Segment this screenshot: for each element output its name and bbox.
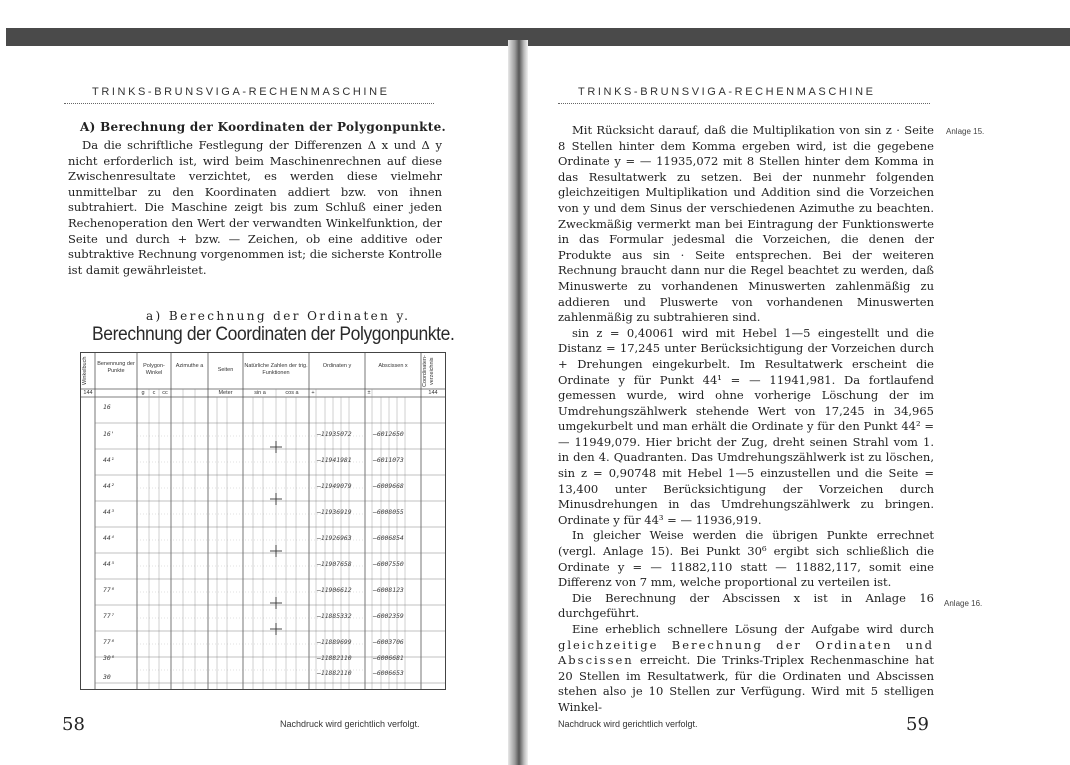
subsection-title: a) Berechnung der Ordinaten y. (146, 309, 411, 323)
row-ordinate: —11885332 (317, 612, 352, 620)
subhdr-pm: ± (367, 390, 371, 396)
col-ordinaten: Ordinaten y (322, 363, 352, 369)
right-paragraph-3: In gleicher Weise werden die übrigen Punkte errechnet (vergl. Anlage 15). Bei Punkt 30⁶ ergibt sich schließlich die Ordinate y = — 11882,110 statt — 11882,117, somit eine Differenz von 7 mm, welche proportional zu verteilen ist. (558, 528, 934, 590)
subhdr-g: g (141, 390, 145, 396)
left-page-number: 58 (62, 714, 85, 735)
row-ordinate: —11935072 (317, 430, 352, 438)
row-ordinate: —11882110 (317, 669, 352, 677)
row-point: 30 (103, 673, 111, 681)
row-abscissa: —6012650 (373, 430, 404, 438)
left-running-header: TRINKS-BRUNSVIGA-RECHENMASCHINE (92, 86, 390, 98)
spaced-emphasis: gleichzeitige Berechnung der Ordinaten und Abscissen (558, 637, 934, 668)
right-paragraph-5: Eine erheblich schnellere Lösung der Aufgabe wird durch gleichzeitige Berechnung der Ordinaten und Abscissen erreicht. Die Trinks-Triplex Rechenmaschine hat 20 Stellen im Resultatwerk, für die Ordinaten und Abscissen stehen also je 10 Stellen zur Verfügung. Wird mit 5 stelligen Winkel- (558, 622, 934, 714)
coordinate-form (80, 352, 446, 690)
right-paragraph-2: sin z = 0,40061 wird mit Hebel 1—5 eingestellt und die Distanz = 17,245 unter Berücksichtigung der Vorzeichen durch + Drehungen eingekurbelt. Im Resultatwerk erscheint die Ordinate y für Punkt 44¹ = — 11941,981. Da fortlaufend gemessen wurde, wird ohne vorherige Löschung der im Umdrehungszählwerk stehende Wert von 17,245 in 34,965 umgekurbelt und man erhält die Ordinate y für den Punkt 44² = — 11949,079. Hier bricht der Zug, dreht seinen Strahl vom 1. in den 4. Quadranten. Das Umdrehungszählwerk ist zu löschen, sin z = 0,90748 mit Hebel 1—5 einzustellen und die Seite = 13,400 unter Berücksichtigung der Vorzeichen durch Minusdrehungen in das Umdrehungszählwerk zu bringen. Ordinate y für 44³ = — 11936,919. (558, 325, 934, 527)
col-azimuthe: Azimuthe a (175, 363, 204, 369)
subhdr-right-num: 144 (428, 390, 438, 396)
subhdr-cos: cos a (285, 390, 299, 396)
left-header-rule (64, 103, 434, 104)
row-abscissa: —6008123 (373, 586, 404, 594)
row-point: 77⁸ (103, 638, 115, 646)
row-abscissa: —6002359 (373, 612, 404, 620)
margin-note-anlage-16: Anlage 16. (944, 599, 983, 608)
subhdr-cc: cc (162, 390, 168, 396)
book-spine (508, 40, 528, 765)
right-header-rule (558, 103, 930, 104)
right-paragraph-4: Die Berechnung der Abscissen x ist in Anlage 16 durchgeführt. (558, 590, 934, 621)
row-abscissa: —6006681 (373, 654, 404, 662)
row-ordinate: —11907658 (317, 560, 352, 568)
row-abscissa: —6006854 (373, 534, 404, 542)
scan-top-edge (0, 28, 1070, 46)
right-running-header: TRINKS-BRUNSVIGA-RECHENMASCHINE (578, 86, 876, 98)
row-abscissa: —6003706 (373, 638, 404, 646)
subhdr-meter: Meter (218, 390, 233, 396)
row-abscissa: —6009668 (373, 482, 404, 490)
row-point: 44⁵ (103, 560, 115, 568)
col-benennung: Benennung der Punkte (97, 361, 135, 374)
row-abscissa: —6006653 (373, 669, 404, 677)
col-seiten: Seiten (217, 367, 234, 373)
row-ordinate: —11941981 (317, 456, 352, 464)
row-ordinate: —11889699 (317, 638, 352, 646)
col-coordinaten: Coordinaten-verzeichnis (422, 355, 435, 387)
row-abscissa: —6008055 (373, 508, 404, 516)
left-paragraph: Da die schriftliche Festlegung der Differenzen Δ x und Δ y nicht erforderlich ist, wird beim Maschinenrechnen auf diese Zwischenresultate verzichtet, es werden diese vielmehr unmittelbar zu den Koordinaten addiert bzw. von ihnen subtrahiert. Die Maschine zeigt bis zum Schluß einer jeden Rechenoperation den Wert der verwandten Winkelfunktion, der Seite und durch + bzw. — Zeichen, ob eine additive oder subtraktive Rechnung vorgenommen ist; die sicherste Kontrolle ist damit gewährleistet. (68, 138, 442, 277)
row-point: 44¹ (103, 456, 115, 464)
col-abscissen: Abscissen x (378, 363, 408, 369)
row-ordinate: —11926963 (317, 534, 352, 542)
subhdr-plus: + (311, 390, 315, 396)
subhdr-sin: sin a (254, 390, 266, 396)
right-paragraph-1: Mit Rücksicht darauf, daß die Multiplikation von sin z · Seite 8 Stellen hinter dem Komma ergeben wird, ist die gegebene Ordinate y = — 11935,072 mit 8 Stellen hinter dem Komma in das Resultatwerk zu setzen. Bei der nunmehr folgenden gleichzeitigen Multiplikation und Addition sind die Vorzeichen von y und dem Sinus der verschiedenen Azimuthe zu beachten. Zweckmäßig vermerkt man bei Eintragung der Funktionswerte in das Formular jedesmal die Vorzeichen, die denen der Produkte aus sin · Seite entsprechen. Bei der weiteren Rechnung braucht dann nur die Regel beachtet zu werden, daß Minuswerte zu vorhandenen Minuswerten zahlenmäßig zu addieren und Pluswerte von vorhandenen Minuswerten zahlenmäßig zu subtrahieren sind. (558, 123, 934, 325)
row-point: 77⁷ (103, 612, 115, 620)
row-ordinate: —11882110 (317, 654, 352, 662)
right-footer: Nachdruck wird gerichtlich verfolgt. (558, 719, 698, 729)
row-point: 44³ (103, 508, 115, 516)
row-ordinate: —11906612 (317, 586, 352, 594)
section-title: A) Berechnung der Koordinaten der Polygonpunkte. (80, 120, 447, 134)
row-ordinate: —11936919 (317, 508, 352, 516)
row-point: 44⁴ (103, 534, 115, 542)
row-ordinate: —11949079 (317, 482, 352, 490)
row-point: 30⁶ (103, 654, 115, 662)
margin-note-anlage-15: Anlage 15. (946, 127, 985, 136)
col-funktionen: Natürliche Zahlen der trig. Funktionen (244, 363, 308, 376)
row-point: 16 (103, 403, 111, 411)
right-page-number: 59 (906, 714, 929, 735)
subhdr-left-num: 144 (83, 390, 93, 396)
subhdr-c: c (152, 390, 156, 396)
row-abscissa: —6007550 (373, 560, 404, 568)
row-point: 44² (103, 482, 115, 490)
col-winkelbuch: Winkelbuch (82, 356, 88, 386)
row-point: 77⁶ (103, 586, 115, 594)
row-abscissa: —6011073 (373, 456, 404, 464)
left-footer: Nachdruck wird gerichtlich verfolgt. (280, 719, 420, 729)
form-title: Berechnung der Coordinaten der Polygonpunkte. (92, 322, 455, 345)
right-text (558, 123, 934, 716)
col-polygonwinkel: Polygon-Winkel (143, 363, 165, 376)
row-point: 16' (103, 430, 115, 438)
